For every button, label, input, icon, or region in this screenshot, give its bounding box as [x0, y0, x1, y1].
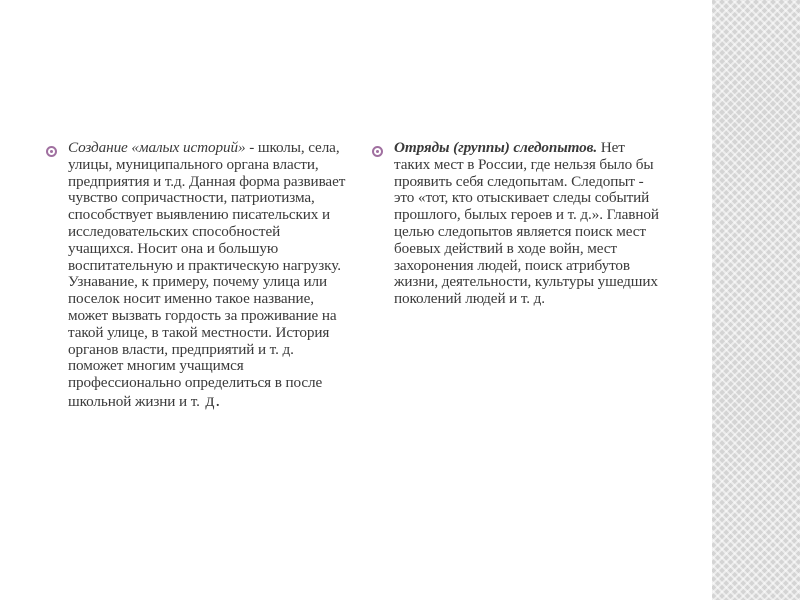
bullet-item-small-histories — [46, 140, 346, 411]
right-column — [372, 140, 662, 308]
bullet-title: Создание «малых историй» — [68, 139, 246, 156]
bullet-dash: - — [245, 139, 255, 156]
left-column — [46, 140, 346, 411]
bullet-title: Отряды (группы) следопытов. — [394, 139, 598, 156]
bullet-text — [68, 140, 346, 411]
bullet-body: школы, села, улицы, муниципального органа власти, предприятия и т.д. Данная форма развивает чувство сопричастности, патриотизма, способствует выявлению писательских и исследовательских способностей учащихся. Носит она и большую воспитательную и практическую нагрузку. Узнавание, к примеру, почему улица или поселок носит именно такое название, может вызвать гордость за проживание на такой улице, в такой местности. История органов власти, предприятий и т. д. поможет многим учащимся профессионально определиться в после школьной жизни и т. — [68, 139, 346, 410]
bullet-icon — [372, 146, 383, 157]
bullet-icon — [46, 146, 57, 157]
bullet-text — [394, 140, 662, 308]
bullet-body: Нет таких мест в России, где нельзя было бы проявить себя следопытам. Следопыт - это «тот, кто отыскивает следы событий прошлого, былых героев и т. д.». Главной целью следопытов является поиск мест боевых действий в ходе войн, мест захоронения людей, поиск атрибутов жизни, деятельности, культуры ушедших поколений людей и т. д. — [394, 139, 659, 308]
bullet-item-pathfinders — [372, 140, 662, 308]
decorative-side-band — [712, 0, 800, 600]
bullet-tail: д. — [199, 389, 222, 410]
